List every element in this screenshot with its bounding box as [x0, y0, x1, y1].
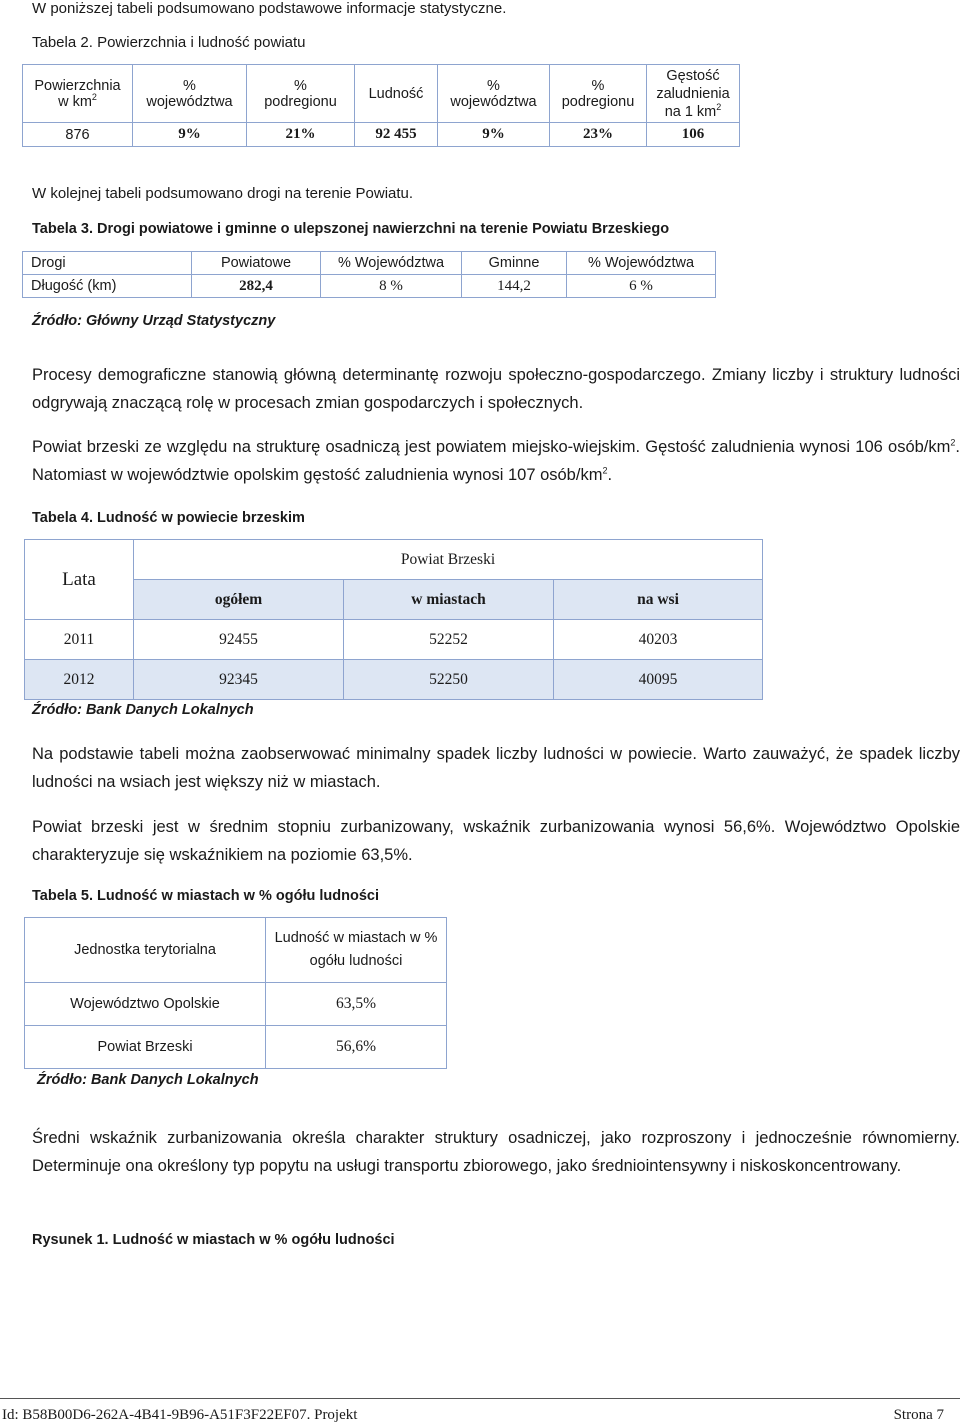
table3-header-county: Powiatowe — [192, 252, 321, 275]
table3 — [22, 251, 716, 298]
table2-cell-pct-subregion: 21% — [247, 123, 355, 147]
footer-document-id: Id: B58B00D6-262A-4B41-9B96-A51F3F22EF07. Projekt — [2, 1407, 358, 1423]
table-row — [25, 1026, 447, 1069]
table5-header-unit: Jednostka terytorialna — [25, 918, 266, 983]
table5-caption-prefix: Tabela 5. — [32, 888, 93, 904]
table4-subheader-urban: w miastach — [344, 580, 554, 620]
table2-header-pct-voivodeship: % województwa — [133, 65, 247, 123]
table4-caption-prefix: Tabela 4. — [32, 510, 93, 526]
table3-cell-pct-voivodeship: 8 % — [321, 275, 462, 298]
table3-cell-county: 282,4 — [192, 275, 321, 298]
table4-cell-urban: 52250 — [344, 660, 554, 700]
table-row — [25, 660, 763, 700]
table3-caption — [32, 221, 669, 237]
table3-header-row — [23, 252, 716, 275]
table5-header-row — [25, 918, 447, 983]
table-row — [25, 983, 447, 1026]
table2-row — [23, 123, 740, 147]
paragraph-density: Powiat brzeski ze względu na strukturę osadniczą jest powiatem miejsko-wiejskim. Gęstość zaludnienia wynosi 106 osób/$km^2$. Natomiast w województwie opolskim gęstość zaludnienia wynosi 107 osób/$km^2$. — [32, 437, 960, 484]
table3-header-municipal: Gminne — [462, 252, 567, 275]
table5 — [24, 917, 447, 1069]
paragraph-population-decline: Na podstawie tabeli można zaobserwować minimalny spadek liczby ludności w powiecie. Warto zauważyć, że spadek liczby ludności na wsiach jest większy niż w miastach. — [32, 745, 960, 791]
table2-header-population: Ludność — [355, 65, 438, 123]
table4-cell-rural: 40095 — [554, 660, 763, 700]
table3-row — [23, 275, 716, 298]
table4-subheader-total: ogółem — [134, 580, 344, 620]
table4-header-group: Powiat Brzeski — [134, 540, 763, 580]
table5-header-share: Ludność w miastach w % ogółu ludności — [266, 918, 447, 983]
table4-source: Źródło: Bank Danych Lokalnych — [32, 702, 254, 718]
table3-header-roads: Drogi — [23, 252, 192, 275]
paragraph-demographics: Procesy demograficzne stanowią główną determinantę rozwoju społeczno-gospodarczego. Zmiany liczby i struktury ludności odgrywają znaczącą rolę w procesach zmian gospodarczych i społecznych. — [32, 366, 960, 412]
table2-cell-density: 106 — [647, 123, 740, 147]
table4-subheader-rural: na wsi — [554, 580, 763, 620]
roads-intro-text: W kolejnej tabeli podsumowano drogi na terenie Powiatu. — [32, 185, 414, 202]
table3-header-pct-voivodeship: % Województwa — [321, 252, 462, 275]
table2-caption-prefix: Tabela 2. — [32, 34, 93, 51]
table4 — [24, 539, 763, 700]
table5-cell-share: 56,6% — [266, 1026, 447, 1069]
table2-header-area: Powierzchnia w $km^2$ — [23, 65, 133, 123]
footer-divider — [0, 1398, 960, 1399]
table2 — [22, 64, 740, 147]
table3-caption-prefix: Tabela 3. — [32, 221, 93, 237]
table4-subheader-row — [25, 580, 763, 620]
table3-source: Źródło: Główny Urząd Statystyczny — [32, 313, 276, 329]
table4-caption — [32, 510, 305, 526]
table2-header-row — [23, 65, 740, 123]
table4-cell-year: 2011 — [25, 620, 134, 660]
intro-text: W poniższej tabeli podsumowano podstawowe informacje statystyczne. — [32, 0, 507, 17]
paragraph-settlement-structure: Średni wskaźnik zurbanizowania określa charakter struktury osadniczej, jako rozproszony i jednocześnie równomierny. Determinuje ona określony typ popytu na usługi transportu zbiorowego, jako średniointensywny i niskoskoncentrowany. — [32, 1129, 960, 1175]
table4-cell-total: 92345 — [134, 660, 344, 700]
table4-cell-total: 92455 — [134, 620, 344, 660]
table2-cell-population: 92 455 — [355, 123, 438, 147]
table4-header-years: Lata — [25, 540, 134, 620]
table2-cell-pct-subregion-2: 23% — [550, 123, 647, 147]
table5-source: Źródło: Bank Danych Lokalnych — [37, 1072, 259, 1088]
table5-cell-share: 63,5% — [266, 983, 447, 1026]
table3-cell-municipal: 144,2 — [462, 275, 567, 298]
paragraph-urbanization: Powiat brzeski jest w średnim stopniu zurbanizowany, wskaźnik zurbanizowania wynosi 56,6%. Województwo Opolskie charakteryzuje się wskaźnikiem na poziomie 63,5%. — [32, 818, 960, 864]
table2-caption — [32, 34, 306, 51]
table4-cell-year: 2012 — [25, 660, 134, 700]
table3-cell-pct-voivodeship-2: 6 % — [567, 275, 716, 298]
table2-cell-area: 876 — [23, 123, 133, 147]
table2-header-pct-voivodeship-2: % województwa — [438, 65, 550, 123]
table4-cell-urban: 52252 — [344, 620, 554, 660]
table2-header-pct-subregion-2: % podregionu — [550, 65, 647, 123]
table3-caption-title: Drogi powiatowe i gminne o ulepszonej nawierzchni na terenie Powiatu Brzeskiego — [97, 221, 670, 237]
table2-caption-title: Powierzchnia i ludność powiatu — [97, 34, 306, 51]
table2-cell-pct-voivodeship: 9% — [133, 123, 247, 147]
figure1-caption-prefix: Rysunek 1. — [32, 1232, 109, 1248]
table-row — [25, 620, 763, 660]
figure1-caption-title: Ludność w miastach w % ogółu ludności — [112, 1232, 395, 1248]
table2-header-density: Gęstość zaludnienia na 1 $km^2$ — [647, 65, 740, 123]
table4-caption-title: Ludność w powiecie brzeskim — [97, 510, 305, 526]
table5-cell-unit: Województwo Opolskie — [25, 983, 266, 1026]
table4-cell-rural: 40203 — [554, 620, 763, 660]
figure1-caption — [32, 1232, 395, 1248]
table2-cell-pct-voivodeship-2: 9% — [438, 123, 550, 147]
table5-caption — [32, 888, 379, 904]
footer-page-number: Strona 7 — [893, 1407, 944, 1423]
table5-cell-unit: Powiat Brzeski — [25, 1026, 266, 1069]
table2-header-pct-subregion: % podregionu — [247, 65, 355, 123]
table3-row-label: Długość (km) — [23, 275, 192, 298]
table3-header-pct-voivodeship-2: % Województwa — [567, 252, 716, 275]
table5-caption-title: Ludność w miastach w % ogółu ludności — [97, 888, 379, 904]
table4-header-row — [25, 540, 763, 580]
